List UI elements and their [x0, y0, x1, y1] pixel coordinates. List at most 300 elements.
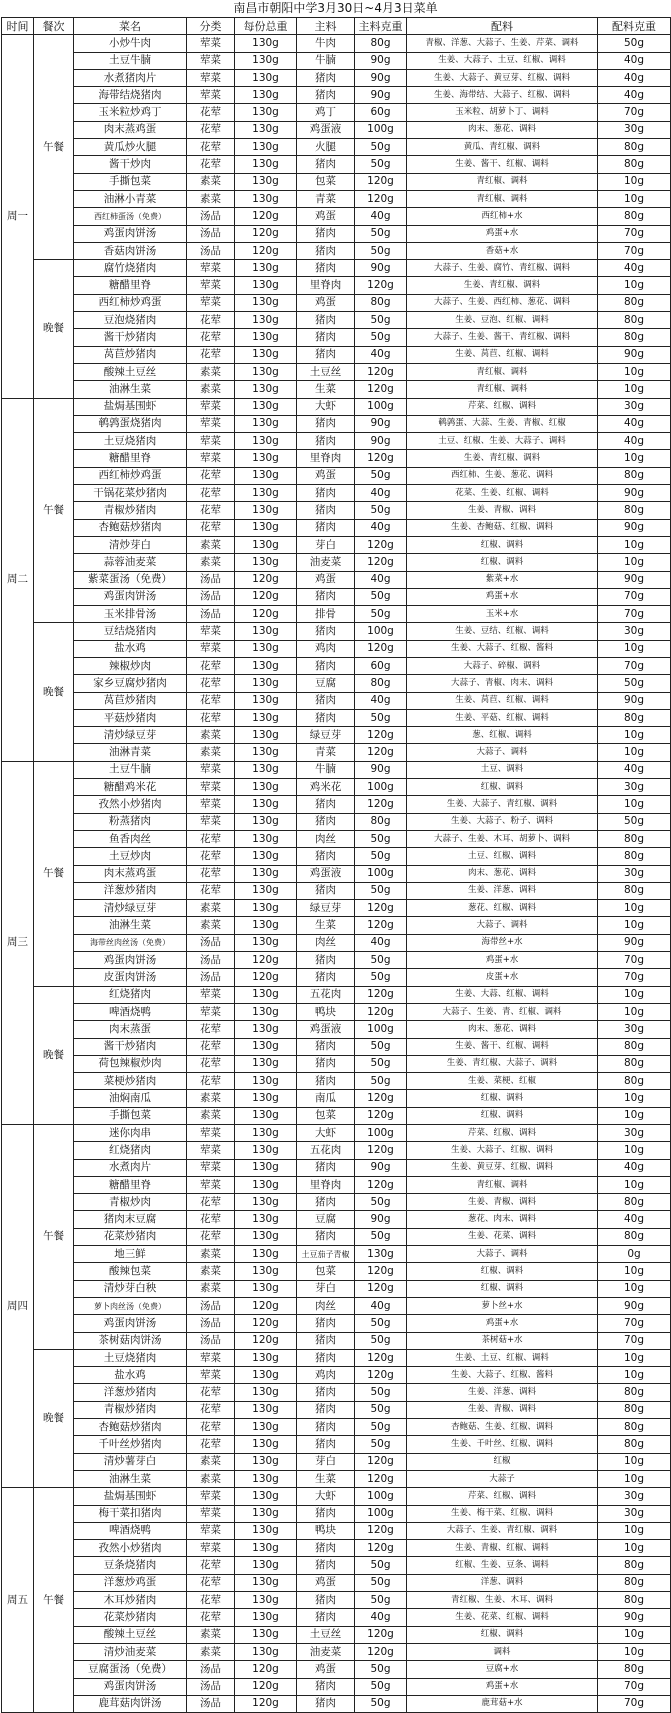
category: 汤品 — [187, 1332, 235, 1349]
table-row — [2, 1609, 671, 1626]
category: 素菜 — [187, 744, 235, 761]
side-ingredients: 鸡蛋+水 — [407, 1678, 598, 1695]
dish-name: 手撕包菜 — [74, 1107, 187, 1124]
side-weight: 10g — [598, 554, 671, 571]
category: 荤菜 — [187, 415, 235, 432]
side-ingredients: 葱花、红椒、调料 — [407, 900, 598, 917]
main-weight: 80g — [355, 675, 407, 692]
dish-name: 啤酒烧鸭 — [74, 1522, 187, 1539]
table-row — [2, 1228, 671, 1245]
category: 荤菜 — [187, 69, 235, 86]
main-weight: 120g — [355, 900, 407, 917]
main-ingredient: 猪肉 — [297, 260, 355, 277]
table-row — [2, 1626, 671, 1643]
side-ingredients: 生姜、大蒜子、粉子、调料 — [407, 813, 598, 830]
category: 花荤 — [187, 1401, 235, 1418]
category: 汤品 — [187, 208, 235, 225]
main-ingredient: 鸡丁 — [297, 104, 355, 121]
table-row — [2, 692, 671, 709]
main-ingredient: 猪肉 — [297, 242, 355, 259]
dish-name: 腐竹烧猪肉 — [74, 260, 187, 277]
main-weight: 50g — [355, 1038, 407, 1055]
table-row — [2, 744, 671, 761]
main-weight: 50g — [355, 848, 407, 865]
day-label: 周一 — [2, 35, 34, 398]
side-ingredients: 生姜、青红椒、调料 — [407, 450, 598, 467]
main-ingredient: 猪肉 — [297, 329, 355, 346]
side-ingredients: 葱、红椒、调料 — [407, 727, 598, 744]
dish-name: 鸡蛋肉饼汤 — [74, 1315, 187, 1332]
side-ingredients: 黄瓜、青红椒、调料 — [407, 139, 598, 156]
dish-name: 油焖南瓜 — [74, 1090, 187, 1107]
main-weight: 120g — [355, 1643, 407, 1660]
main-weight: 50g — [355, 882, 407, 899]
main-weight: 50g — [355, 709, 407, 726]
side-weight: 70g — [598, 1695, 671, 1712]
side-weight: 10g — [598, 363, 671, 380]
side-weight: 80g — [598, 1038, 671, 1055]
side-ingredients: 生姜、豆泡、红椒、调料 — [407, 312, 598, 329]
main-weight: 100g — [355, 1021, 407, 1038]
main-ingredient: 大虾 — [297, 1125, 355, 1142]
side-weight: 70g — [598, 969, 671, 986]
main-ingredient: 牛腩 — [297, 761, 355, 778]
category: 素菜 — [187, 900, 235, 917]
main-weight: 50g — [355, 1055, 407, 1072]
category: 素菜 — [187, 1246, 235, 1263]
side-ingredients: 花菜、生姜、红椒、调料 — [407, 485, 598, 502]
side-ingredients: 紫菜+水 — [407, 571, 598, 588]
total-weight: 130g — [235, 87, 297, 104]
dish-name: 豆结烧猪肉 — [74, 623, 187, 640]
side-ingredients: 生姜、土豆、红椒、调料 — [407, 1349, 598, 1366]
meal-label: 午餐 — [34, 1488, 74, 1713]
table-row — [2, 952, 671, 969]
header-side-weight: 配料克重 — [598, 18, 671, 35]
dish-name: 酸辣土豆丝 — [74, 1626, 187, 1643]
dish-name: 莴苣炒猪肉 — [74, 346, 187, 363]
category: 花荤 — [187, 865, 235, 882]
side-weight: 10g — [598, 640, 671, 657]
side-ingredients: 生姜、梅干菜、红椒、调料 — [407, 1505, 598, 1522]
total-weight: 130g — [235, 1176, 297, 1193]
side-weight: 80g — [598, 709, 671, 726]
category: 花荤 — [187, 139, 235, 156]
dish-name: 红烧猪肉 — [74, 986, 187, 1003]
side-weight: 40g — [598, 69, 671, 86]
side-weight: 30g — [598, 398, 671, 415]
main-weight: 120g — [355, 1540, 407, 1557]
total-weight: 130g — [235, 1194, 297, 1211]
table-row — [2, 1470, 671, 1487]
total-weight: 130g — [235, 156, 297, 173]
category: 花荤 — [187, 1194, 235, 1211]
dish-name: 盐水鸡 — [74, 640, 187, 657]
main-weight: 90g — [355, 415, 407, 432]
category: 汤品 — [187, 606, 235, 623]
side-weight: 80g — [598, 830, 671, 847]
main-weight: 100g — [355, 1505, 407, 1522]
dish-name: 玉米粒炒鸡丁 — [74, 104, 187, 121]
dish-name: 酱干炒肉 — [74, 156, 187, 173]
main-ingredient: 包菜 — [297, 1107, 355, 1124]
main-weight: 50g — [355, 830, 407, 847]
main-weight: 120g — [355, 744, 407, 761]
category: 汤品 — [187, 952, 235, 969]
main-weight: 50g — [355, 1678, 407, 1695]
dish-name: 猪肉末豆腐 — [74, 1211, 187, 1228]
header-meal: 餐次 — [34, 18, 74, 35]
main-weight: 90g — [355, 1211, 407, 1228]
main-weight: 50g — [355, 1401, 407, 1418]
side-ingredients: 生姜、花菜、红椒、调料 — [407, 1609, 598, 1626]
main-ingredient: 猪肉 — [297, 1055, 355, 1072]
total-weight: 130g — [235, 1609, 297, 1626]
main-weight: 90g — [355, 260, 407, 277]
category: 荤菜 — [187, 398, 235, 415]
table-row — [2, 398, 671, 415]
side-ingredients: 调料 — [407, 1643, 598, 1660]
table-row — [2, 1073, 671, 1090]
main-weight: 50g — [355, 242, 407, 259]
category: 汤品 — [187, 242, 235, 259]
dish-name: 酱干炒猪肉 — [74, 329, 187, 346]
main-weight: 120g — [355, 986, 407, 1003]
category: 素菜 — [187, 1470, 235, 1487]
side-weight: 90g — [598, 692, 671, 709]
side-weight: 80g — [598, 1436, 671, 1453]
dish-name: 莴苣炒猪肉 — [74, 692, 187, 709]
main-weight: 90g — [355, 69, 407, 86]
total-weight: 120g — [235, 1297, 297, 1314]
table-row — [2, 779, 671, 796]
side-ingredients: 大蒜子、碎椒、调料 — [407, 657, 598, 674]
dish-name: 洋葱炒鸡蛋 — [74, 1574, 187, 1591]
table-row — [2, 156, 671, 173]
header-total-weight: 每份总重 — [235, 18, 297, 35]
total-weight: 130g — [235, 1384, 297, 1401]
dish-name: 土豆牛腩 — [74, 761, 187, 778]
dish-name: 鹌鹑蛋烧猪肉 — [74, 415, 187, 432]
main-weight: 40g — [355, 692, 407, 709]
main-ingredient: 包菜 — [297, 1263, 355, 1280]
table-row — [2, 1419, 671, 1436]
main-ingredient: 猪肉 — [297, 1557, 355, 1574]
category: 素菜 — [187, 1453, 235, 1470]
total-weight: 130g — [235, 1488, 297, 1505]
table-row — [2, 1592, 671, 1609]
total-weight: 130g — [235, 727, 297, 744]
side-weight: 80g — [598, 1661, 671, 1678]
dish-name: 花菜炒猪肉 — [74, 1228, 187, 1245]
side-ingredients: 芹菜、红椒、调料 — [407, 398, 598, 415]
main-weight: 90g — [355, 1159, 407, 1176]
category: 荤菜 — [187, 450, 235, 467]
dish-name: 土豆烧猪肉 — [74, 433, 187, 450]
main-weight: 60g — [355, 104, 407, 121]
meal-label: 午餐 — [34, 1125, 74, 1350]
category: 花荤 — [187, 121, 235, 138]
dish-name: 豆泡烧猪肉 — [74, 312, 187, 329]
total-weight: 130g — [235, 796, 297, 813]
main-ingredient: 生菜 — [297, 1470, 355, 1487]
category: 花荤 — [187, 329, 235, 346]
side-weight: 90g — [598, 519, 671, 536]
side-ingredients: 生姜、青椒、调料 — [407, 1194, 598, 1211]
side-ingredients: 生姜、莴苣、红椒、调料 — [407, 692, 598, 709]
side-ingredients: 生姜、菜梗、红椒 — [407, 1073, 598, 1090]
side-weight: 80g — [598, 1419, 671, 1436]
dish-name: 红烧猪肉 — [74, 1142, 187, 1159]
dish-name: 鸡蛋肉饼汤 — [74, 225, 187, 242]
dish-name: 豆条烧猪肉 — [74, 1557, 187, 1574]
main-ingredient: 鸡蛋 — [297, 1661, 355, 1678]
main-ingredient: 猪肉 — [297, 69, 355, 86]
side-weight: 40g — [598, 87, 671, 104]
main-weight: 50g — [355, 1419, 407, 1436]
dish-name: 清炒绿豆芽 — [74, 727, 187, 744]
side-ingredients: 玉米+水 — [407, 606, 598, 623]
main-weight: 120g — [355, 1626, 407, 1643]
category: 荤菜 — [187, 87, 235, 104]
main-ingredient: 鸡蛋 — [297, 571, 355, 588]
main-weight: 120g — [355, 1280, 407, 1297]
dish-name: 油淋生菜 — [74, 381, 187, 398]
total-weight: 120g — [235, 1315, 297, 1332]
category: 花荤 — [187, 1211, 235, 1228]
side-ingredients: 生姜、青椒、调料 — [407, 1401, 598, 1418]
main-weight: 120g — [355, 173, 407, 190]
table-row — [2, 986, 671, 1003]
main-ingredient: 猪肉 — [297, 225, 355, 242]
total-weight: 130g — [235, 848, 297, 865]
total-weight: 130g — [235, 381, 297, 398]
table-row — [2, 1522, 671, 1539]
dish-name: 迷你肉串 — [74, 1125, 187, 1142]
main-ingredient: 猪肉 — [297, 1038, 355, 1055]
side-ingredients: 红椒、调料 — [407, 1626, 598, 1643]
total-weight: 130g — [235, 1592, 297, 1609]
category: 花荤 — [187, 1384, 235, 1401]
main-ingredient: 鸡肉 — [297, 640, 355, 657]
table-row — [2, 588, 671, 605]
category: 素菜 — [187, 1107, 235, 1124]
main-weight: 50g — [355, 467, 407, 484]
table-row — [2, 1453, 671, 1470]
side-weight: 70g — [598, 1315, 671, 1332]
total-weight: 130g — [235, 1125, 297, 1142]
meal-label: 晚餐 — [34, 623, 74, 761]
table-row — [2, 467, 671, 484]
table-row — [2, 1038, 671, 1055]
side-ingredients: 鹌鹑蛋、大蒜、生姜、青椒、红椒 — [407, 415, 598, 432]
side-ingredients: 大蒜子、调料 — [407, 1246, 598, 1263]
main-ingredient: 牛腩 — [297, 52, 355, 69]
total-weight: 130g — [235, 692, 297, 709]
main-ingredient: 火腿 — [297, 139, 355, 156]
dish-name: 菜梗炒猪肉 — [74, 1073, 187, 1090]
category: 荤菜 — [187, 1367, 235, 1384]
table-row — [2, 830, 671, 847]
side-ingredients: 红椒、调料 — [407, 1090, 598, 1107]
dish-name: 鸡蛋肉饼汤 — [74, 1678, 187, 1695]
main-weight: 120g — [355, 190, 407, 207]
side-weight: 10g — [598, 796, 671, 813]
dish-name: 青椒炒猪肉 — [74, 1401, 187, 1418]
table-row — [2, 502, 671, 519]
side-weight: 80g — [598, 139, 671, 156]
table-row — [2, 917, 671, 934]
main-ingredient: 包菜 — [297, 173, 355, 190]
side-weight: 80g — [598, 312, 671, 329]
side-ingredients: 土豆、红椒、生姜、大蒜子、调料 — [407, 433, 598, 450]
table-row — [2, 1263, 671, 1280]
side-weight: 80g — [598, 1384, 671, 1401]
table-row — [2, 1695, 671, 1712]
side-weight: 80g — [598, 208, 671, 225]
side-weight: 10g — [598, 1349, 671, 1366]
main-ingredient: 猪肉 — [297, 952, 355, 969]
dish-name: 豆腐蛋汤（免费） — [74, 1661, 187, 1678]
side-ingredients: 芹菜、红椒、调料 — [407, 1125, 598, 1142]
table-row — [2, 260, 671, 277]
page-title: 南昌市朝阳中学3月30日~4月3日菜单 — [233, 1, 438, 15]
dish-name: 糖醋鸡米花 — [74, 779, 187, 796]
side-weight: 10g — [598, 1107, 671, 1124]
main-ingredient: 猪肉 — [297, 1592, 355, 1609]
main-ingredient: 猪肉 — [297, 813, 355, 830]
main-weight: 120g — [355, 727, 407, 744]
dish-name: 青椒炒肉 — [74, 1194, 187, 1211]
category: 荤菜 — [187, 779, 235, 796]
category: 荤菜 — [187, 761, 235, 778]
table-row — [2, 1159, 671, 1176]
dish-name: 花菜炒猪肉 — [74, 1609, 187, 1626]
total-weight: 120g — [235, 969, 297, 986]
header-side-ingredients: 配料 — [407, 18, 598, 35]
total-weight: 130g — [235, 761, 297, 778]
main-ingredient: 鸡蛋 — [297, 467, 355, 484]
dish-name: 粉蒸猪肉 — [74, 813, 187, 830]
main-weight: 120g — [355, 1107, 407, 1124]
total-weight: 130g — [235, 917, 297, 934]
main-ingredient: 猪肉 — [297, 312, 355, 329]
dish-name: 清炒薯芽白 — [74, 1453, 187, 1470]
category: 花荤 — [187, 519, 235, 536]
main-ingredient: 猪肉 — [297, 1540, 355, 1557]
side-weight: 10g — [598, 744, 671, 761]
total-weight: 130g — [235, 1107, 297, 1124]
total-weight: 130g — [235, 1263, 297, 1280]
total-weight: 120g — [235, 1332, 297, 1349]
main-weight: 50g — [355, 156, 407, 173]
total-weight: 130g — [235, 1436, 297, 1453]
meal-label: 晚餐 — [34, 260, 74, 398]
total-weight: 130g — [235, 1073, 297, 1090]
dish-name: 洋葱炒猪肉 — [74, 882, 187, 899]
side-weight: 10g — [598, 173, 671, 190]
dish-name: 清炒油麦菜 — [74, 1643, 187, 1660]
main-weight: 80g — [355, 35, 407, 52]
table-row — [2, 606, 671, 623]
total-weight: 120g — [235, 571, 297, 588]
category: 花荤 — [187, 502, 235, 519]
table-row — [2, 52, 671, 69]
main-weight: 80g — [355, 813, 407, 830]
header-category: 分类 — [187, 18, 235, 35]
category: 花荤 — [187, 1055, 235, 1072]
category: 花荤 — [187, 104, 235, 121]
side-weight: 30g — [598, 121, 671, 138]
category: 汤品 — [187, 1297, 235, 1314]
category: 花荤 — [187, 156, 235, 173]
main-ingredient: 猪肉 — [297, 848, 355, 865]
side-weight: 10g — [598, 381, 671, 398]
category: 汤品 — [187, 571, 235, 588]
main-weight: 100g — [355, 398, 407, 415]
side-weight: 10g — [598, 277, 671, 294]
main-ingredient: 豆腐 — [297, 1211, 355, 1228]
dish-name: 紫菜蛋汤（免费） — [74, 571, 187, 588]
side-weight: 40g — [598, 1211, 671, 1228]
dish-name: 海带丝肉丝汤（免费） — [74, 934, 187, 951]
main-weight: 90g — [355, 87, 407, 104]
category: 荤菜 — [187, 1540, 235, 1557]
side-ingredients: 西红柿+水 — [407, 208, 598, 225]
main-weight: 50g — [355, 312, 407, 329]
main-weight: 100g — [355, 1488, 407, 1505]
side-weight: 80g — [598, 1557, 671, 1574]
main-ingredient: 猪肉 — [297, 415, 355, 432]
header-dish: 菜名 — [74, 18, 187, 35]
side-ingredients: 鸡蛋+水 — [407, 952, 598, 969]
main-weight: 120g — [355, 1003, 407, 1020]
category: 荤菜 — [187, 1522, 235, 1539]
category: 荤菜 — [187, 1125, 235, 1142]
side-ingredients: 红椒、生姜、豆条、调料 — [407, 1557, 598, 1574]
table-row — [2, 225, 671, 242]
side-weight: 70g — [598, 1332, 671, 1349]
side-weight: 10g — [598, 536, 671, 553]
side-ingredients: 红椒、调料 — [407, 1263, 598, 1280]
main-weight: 50g — [355, 952, 407, 969]
total-weight: 130g — [235, 1003, 297, 1020]
main-ingredient: 大虾 — [297, 398, 355, 415]
main-ingredient: 土豆丝 — [297, 363, 355, 380]
main-ingredient: 牛肉 — [297, 35, 355, 52]
main-ingredient: 油麦菜 — [297, 1643, 355, 1660]
category: 汤品 — [187, 1678, 235, 1695]
dish-name: 油淋生菜 — [74, 1470, 187, 1487]
total-weight: 130g — [235, 1557, 297, 1574]
side-ingredients: 海带丝+水 — [407, 934, 598, 951]
main-ingredient: 鸡蛋 — [297, 208, 355, 225]
main-ingredient: 猪肉 — [297, 1419, 355, 1436]
table-row — [2, 796, 671, 813]
header-main-weight: 主料克重 — [355, 18, 407, 35]
table-row — [2, 312, 671, 329]
dish-name: 萝卜肉丝汤（免费） — [74, 1297, 187, 1314]
side-weight: 80g — [598, 1194, 671, 1211]
total-weight: 130g — [235, 415, 297, 432]
total-weight: 130g — [235, 121, 297, 138]
total-weight: 130g — [235, 779, 297, 796]
main-ingredient: 猪肉 — [297, 623, 355, 640]
side-ingredients: 茶树菇+水 — [407, 1332, 598, 1349]
table-row — [2, 1125, 671, 1142]
main-weight: 100g — [355, 1125, 407, 1142]
side-ingredients: 生姜、莴苣、红椒、调料 — [407, 346, 598, 363]
